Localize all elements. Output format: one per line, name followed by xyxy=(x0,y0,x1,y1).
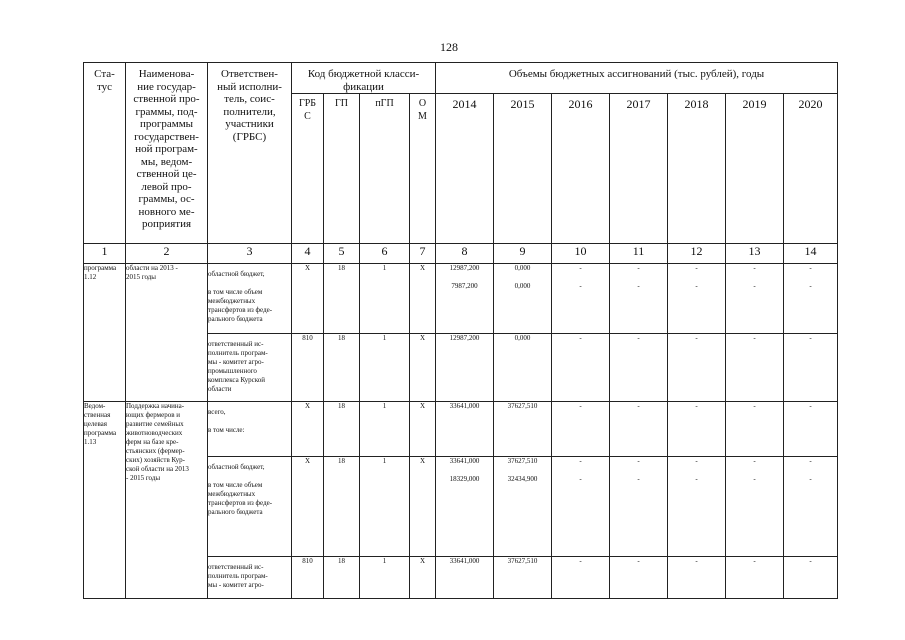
value-y2017 xyxy=(610,334,668,402)
value-line: - xyxy=(695,282,698,290)
value-line: - xyxy=(637,557,640,565)
column-number: 4 xyxy=(292,244,324,264)
value-line: - xyxy=(579,457,582,465)
value-y2014 xyxy=(436,334,494,402)
value-line: 37627,510 xyxy=(507,557,538,565)
value-line: 0,000 xyxy=(514,334,531,342)
row-responsible xyxy=(208,557,292,599)
code-pgp: 1 xyxy=(360,402,410,457)
responsible-line: в том числе объем межбюджетных трансфертов из феде- рального бюджета xyxy=(208,288,273,323)
code-grbs: X xyxy=(292,264,324,334)
responsible-line: всего, xyxy=(208,408,226,416)
value-line: - xyxy=(753,282,756,290)
value-line: 0,000 xyxy=(514,264,531,272)
header-year: 2017 xyxy=(610,94,668,244)
header-code-col: ГРБ С xyxy=(292,94,324,244)
value-y2018 xyxy=(668,264,726,334)
value-line: 32434,900 xyxy=(507,475,538,483)
value-line: - xyxy=(753,475,756,483)
header-budget-code: Код бюджетной класси- фикации xyxy=(292,63,436,94)
header-year: 2015 xyxy=(494,94,552,244)
column-number: 8 xyxy=(436,244,494,264)
value-y2016 xyxy=(552,334,610,402)
responsible-line: ответственный ис- полнитель програм- мы - комитет агро- xyxy=(208,563,268,589)
column-number: 10 xyxy=(552,244,610,264)
row-responsible xyxy=(208,334,292,402)
header-year: 2020 xyxy=(784,94,838,244)
row-name: области на 2013 - 2015 годы xyxy=(126,264,208,402)
row-responsible xyxy=(208,264,292,334)
code-pgp: 1 xyxy=(360,457,410,557)
code-grbs: X xyxy=(292,457,324,557)
value-line: - xyxy=(579,334,582,342)
value-line: 12987,200 xyxy=(449,264,480,272)
value-line: - xyxy=(695,557,698,565)
column-number: 5 xyxy=(324,244,360,264)
value-y2014 xyxy=(436,264,494,334)
value-line: - xyxy=(753,457,756,465)
code-om: X xyxy=(410,334,436,402)
value-y2019 xyxy=(726,402,784,457)
value-y2018 xyxy=(668,457,726,557)
value-y2015 xyxy=(494,264,552,334)
value-line: - xyxy=(809,402,812,410)
value-line: - xyxy=(637,282,640,290)
value-line: - xyxy=(753,334,756,342)
value-y2020 xyxy=(784,264,838,334)
code-om: X xyxy=(410,457,436,557)
row-responsible xyxy=(208,402,292,457)
value-y2017 xyxy=(610,264,668,334)
value-line: - xyxy=(695,457,698,465)
value-line: - xyxy=(753,402,756,410)
value-line: - xyxy=(809,264,812,272)
value-line: - xyxy=(809,457,812,465)
responsible-line: ответственный ис- полнитель програм- мы - комитет агро- промышленного комплекса Курской области xyxy=(208,340,268,393)
code-gp: 18 xyxy=(324,557,360,599)
value-y2020 xyxy=(784,334,838,402)
header-status: Ста- тус xyxy=(84,63,126,244)
value-line: - xyxy=(753,557,756,565)
value-line: - xyxy=(637,475,640,483)
code-om: X xyxy=(410,264,436,334)
value-line: - xyxy=(695,402,698,410)
value-y2014 xyxy=(436,457,494,557)
column-number: 6 xyxy=(360,244,410,264)
table-row xyxy=(84,264,838,334)
value-line: - xyxy=(637,334,640,342)
value-y2015 xyxy=(494,557,552,599)
code-grbs: 810 xyxy=(292,334,324,402)
value-line: - xyxy=(695,264,698,272)
value-line: - xyxy=(695,475,698,483)
row-responsible xyxy=(208,457,292,557)
value-y2020 xyxy=(784,402,838,457)
column-number: 11 xyxy=(610,244,668,264)
value-y2016 xyxy=(552,402,610,457)
value-y2014 xyxy=(436,402,494,457)
value-y2020 xyxy=(784,457,838,557)
value-line: - xyxy=(637,402,640,410)
value-y2018 xyxy=(668,334,726,402)
code-grbs: 810 xyxy=(292,557,324,599)
column-number: 13 xyxy=(726,244,784,264)
row-status: программа 1.12 xyxy=(84,264,126,402)
code-pgp: 1 xyxy=(360,334,410,402)
table-row xyxy=(84,402,838,457)
value-line: - xyxy=(637,457,640,465)
header-code-col: пГП xyxy=(360,94,410,244)
value-y2017 xyxy=(610,402,668,457)
value-line: - xyxy=(809,475,812,483)
value-y2019 xyxy=(726,264,784,334)
code-gp: 18 xyxy=(324,264,360,334)
value-line: - xyxy=(579,557,582,565)
header-responsible: Ответствен- ный исполни- тель, соис- полнители, участники (ГРБС) xyxy=(208,63,292,244)
value-line: - xyxy=(809,557,812,565)
code-grbs: X xyxy=(292,402,324,457)
header-year: 2019 xyxy=(726,94,784,244)
header-name: Наименова- ние государ- ственной про- граммы, под- программы государствен- ной програм- мы, ведом- ственной це- левой про- граммы, ос- новного ме- роприятия xyxy=(126,63,208,244)
header-code-col: ГП xyxy=(324,94,360,244)
header-code-col: О М xyxy=(410,94,436,244)
value-y2018 xyxy=(668,402,726,457)
column-number: 9 xyxy=(494,244,552,264)
header-year: 2016 xyxy=(552,94,610,244)
value-line: 0,000 xyxy=(514,282,531,290)
page-number: 128 xyxy=(440,40,458,54)
code-pgp: 1 xyxy=(360,264,410,334)
code-gp: 18 xyxy=(324,402,360,457)
value-line: 7987,200 xyxy=(451,282,478,290)
code-om: X xyxy=(410,557,436,599)
column-number: 2 xyxy=(126,244,208,264)
value-line: 12987,200 xyxy=(449,334,480,342)
column-number: 3 xyxy=(208,244,292,264)
value-y2016 xyxy=(552,557,610,599)
value-y2017 xyxy=(610,457,668,557)
column-number: 14 xyxy=(784,244,838,264)
value-line: - xyxy=(579,475,582,483)
code-gp: 18 xyxy=(324,457,360,557)
value-line: - xyxy=(579,402,582,410)
value-line: 18329,000 xyxy=(449,475,480,483)
responsible-line: областной бюджет, xyxy=(208,270,265,278)
value-line: 37627,510 xyxy=(507,402,538,410)
value-line: - xyxy=(637,264,640,272)
value-y2014 xyxy=(436,557,494,599)
responsible-line: в том числе: xyxy=(208,426,245,434)
code-pgp: 1 xyxy=(360,557,410,599)
value-line: - xyxy=(753,264,756,272)
budget-table xyxy=(83,62,838,599)
value-y2016 xyxy=(552,457,610,557)
column-number: 1 xyxy=(84,244,126,264)
header-volumes: Объемы бюджетных ассигнований (тыс. рублей), годы xyxy=(436,63,838,94)
responsible-line: в том числе объем межбюджетных трансфертов из феде- рального бюджета xyxy=(208,481,273,516)
row-status: Ведом- ственная целевая программа 1.13 xyxy=(84,402,126,599)
value-y2016 xyxy=(552,264,610,334)
value-line: - xyxy=(579,264,582,272)
value-line: 37627,510 xyxy=(507,457,538,465)
value-line: - xyxy=(809,282,812,290)
value-line: 33641,000 xyxy=(449,457,480,465)
value-y2019 xyxy=(726,334,784,402)
value-line: - xyxy=(695,334,698,342)
value-y2019 xyxy=(726,557,784,599)
header-year: 2018 xyxy=(668,94,726,244)
column-number: 12 xyxy=(668,244,726,264)
code-gp: 18 xyxy=(324,334,360,402)
code-om: X xyxy=(410,402,436,457)
value-line: - xyxy=(579,282,582,290)
value-y2015 xyxy=(494,457,552,557)
header-year: 2014 xyxy=(436,94,494,244)
value-y2020 xyxy=(784,557,838,599)
column-number: 7 xyxy=(410,244,436,264)
value-y2019 xyxy=(726,457,784,557)
value-line: 33641,000 xyxy=(449,557,480,565)
value-y2018 xyxy=(668,557,726,599)
row-name: Поддержка начина- ющих фермеров и развитие семейных животноводческих ферм на базе кре- стьянских (фермер- ских) хозяйств Кур- ской области на 2013 - 2015 годы xyxy=(126,402,208,599)
value-y2017 xyxy=(610,557,668,599)
value-line: - xyxy=(809,334,812,342)
value-line: 33641,000 xyxy=(449,402,480,410)
value-y2015 xyxy=(494,334,552,402)
value-y2015 xyxy=(494,402,552,457)
responsible-line: областной бюджет, xyxy=(208,463,265,471)
